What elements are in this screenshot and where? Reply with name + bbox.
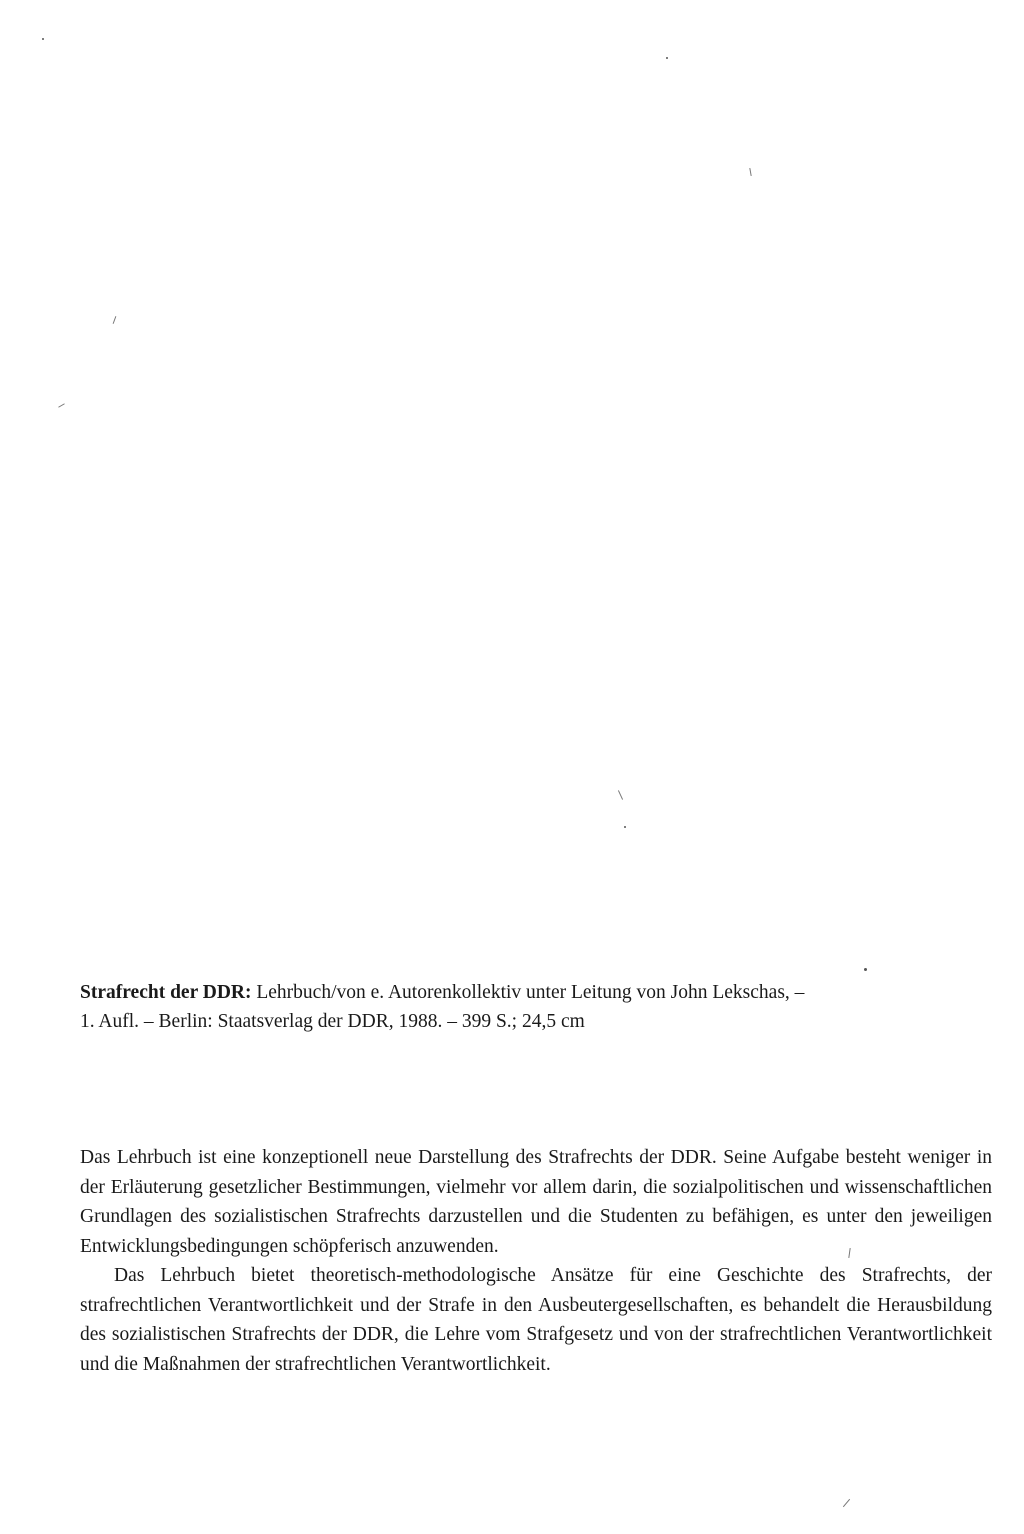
abstract-paragraph-1: Das Lehrbuch ist eine konzeptionell neue Darstellung des Strafrechts der DDR. Seine Aufgabe besteht weniger in der Erläuterung gesetzlicher Bestimmungen, vielmehr vor allem darin, die sozialpolitischen und wissenschaftlichen Grundlagen des sozialistischen Strafrechts darzustellen und die Studenten zu befähigen, es unter den jeweiligen Entwicklungsbedingungen schöpferisch anzuwenden. [80,1147,992,1257]
scan-speck [42,38,44,40]
scan-mark [113,316,117,324]
scan-mark [58,403,65,407]
citation-line1: Lehrbuch/von e. Autorenkollektiv unter Leitung von John Lekschas, – [251,982,805,1003]
scan-mark [618,790,623,799]
abstract-paragraph-2: Das Lehrbuch bietet theoretisch-methodologische Ansätze für eine Geschichte des Strafrechts, der strafrechtlichen Verantwortlichkeit und der Strafe in den Ausbeutergesellschaften, es behandelt die Herausbildung des sozialistischen Strafrechts der DDR, die Lehre vom Strafgesetz und von der strafrechtlichen Verantwortlichkeit und die Maßnahmen der strafrechtlichen Verantwortlichkeit. [80,1265,992,1375]
citation-title: Strafrecht der DDR: [80,982,252,1003]
citation-line2: 1. Aufl. – Berlin: Staatsverlag der DDR, 1988. – 399 S.; 24,5 cm [80,1011,585,1032]
scan-speck [624,826,626,828]
scan-mark [843,1499,850,1507]
scan-mark [749,168,751,176]
abstract [80,1143,992,1379]
bibliographic-citation [80,978,970,1036]
scan-speck [666,57,668,59]
scan-speck [864,968,867,971]
